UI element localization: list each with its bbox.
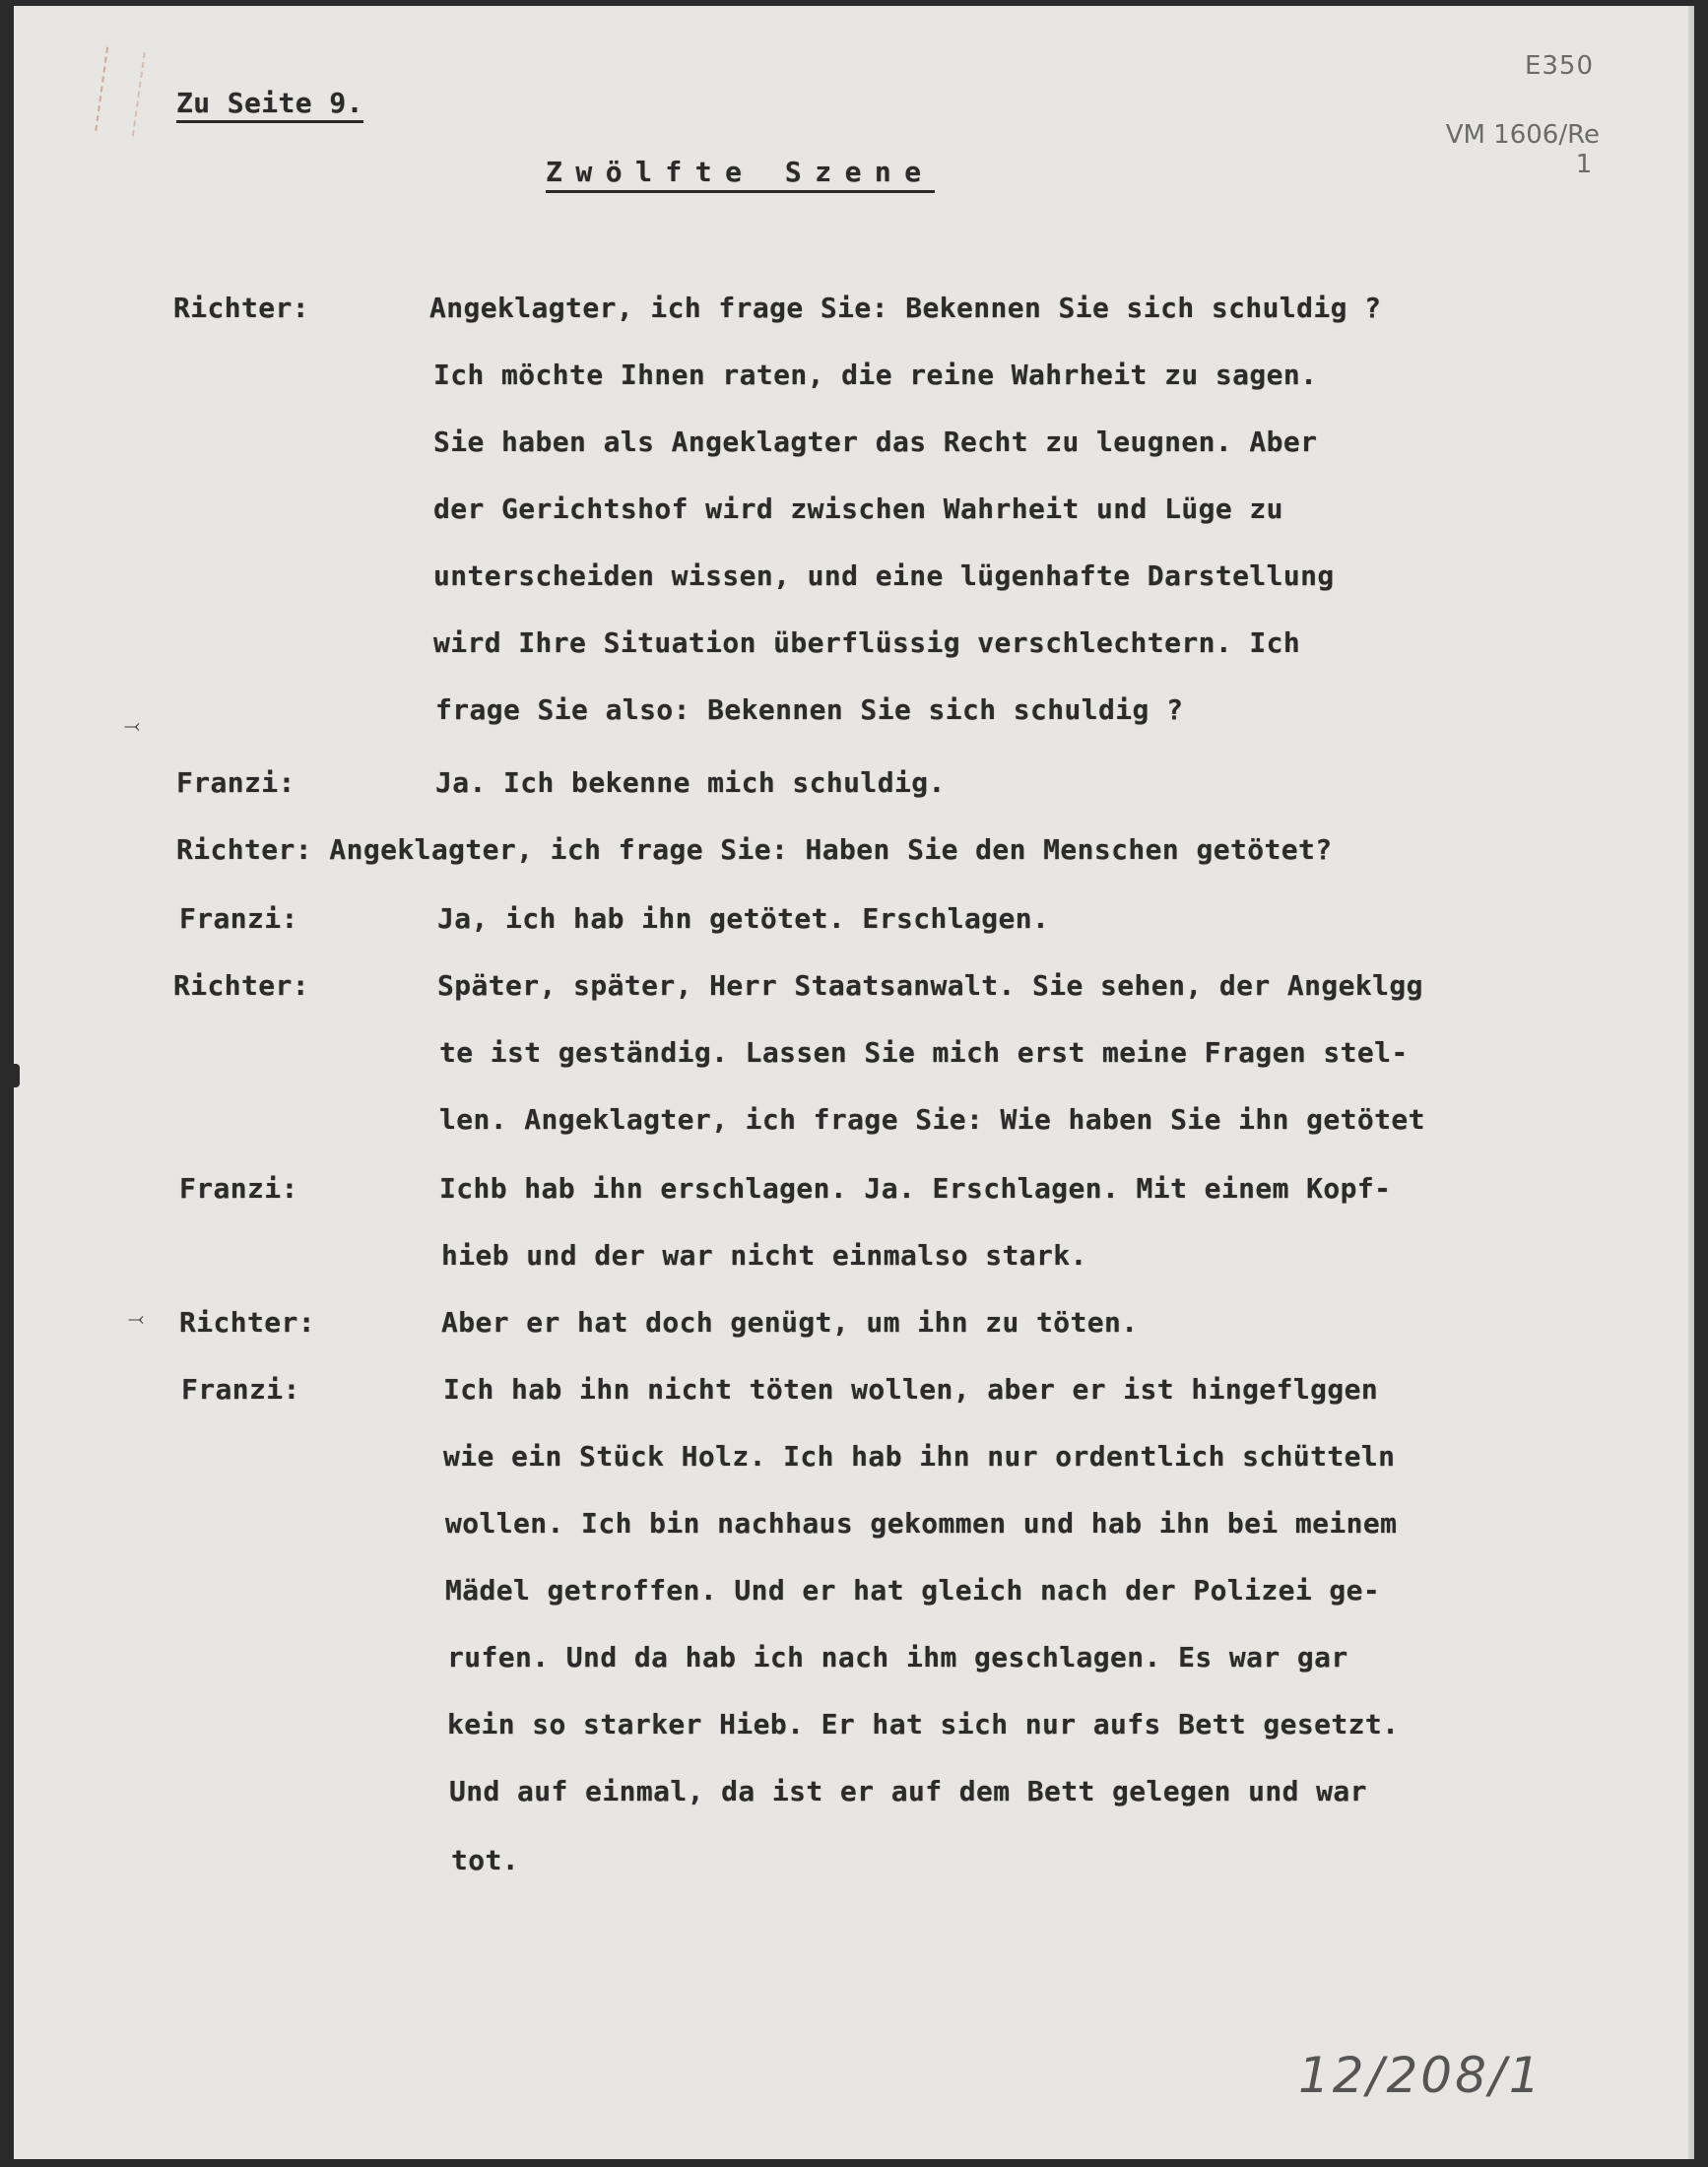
speaker-label: Richter:: [179, 1306, 316, 1339]
page-reference: Zu Seite 9.: [176, 87, 363, 123]
speaker-label: Franzi:: [176, 766, 296, 799]
speech-line: Ichb hab ihn erschlagen. Ja. Erschlagen. Mit einem Kopf-: [439, 1172, 1392, 1205]
speech-line: Mädel getroffen. Und er hat gleich nach der Polizei ge-: [445, 1574, 1381, 1607]
speech-line: unterscheiden wissen, und eine lügenhafte Darstellung: [433, 559, 1335, 592]
speech-line: rufen. Und da hab ich nach ihm geschlagen. Es war gar: [447, 1641, 1348, 1674]
speech-line: wollen. Ich bin nachhaus gekommen und hab ihn bei meinem: [445, 1507, 1398, 1540]
speech-line: Ich möchte Ihnen raten, die reine Wahrheit zu sagen.: [433, 359, 1318, 391]
scene-heading: Zwölfte Szene: [546, 156, 935, 193]
rust-stain: [95, 47, 146, 137]
speech-line: Angeklagter, ich frage Sie: Bekennen Sie sich schuldig ?: [429, 292, 1382, 324]
shelfmark: [1446, 120, 1600, 179]
typescript-page: [14, 6, 1694, 2159]
speech-line: frage Sie also: Bekennen Sie sich schuldig ?: [435, 693, 1184, 726]
margin-mark-arrow: ⤙: [128, 1306, 144, 1330]
speech-line: Ja. Ich bekenne mich schuldig.: [435, 766, 946, 799]
speech-line: wie ein Stück Holz. Ich hab ihn nur ordentlich schütteln: [443, 1440, 1396, 1473]
speech-line: Später, später, Herr Staatsanwalt. Sie sehen, der Angeklgg: [437, 969, 1423, 1002]
archive-number: 12/208/1: [1298, 2047, 1544, 2104]
edge-notch: [14, 1064, 20, 1087]
speech-line: tot.: [451, 1844, 520, 1876]
speech-line: der Gerichtshof wird zwischen Wahrheit und Lüge zu: [433, 492, 1283, 525]
speaker-label: Richter:: [173, 292, 310, 324]
speech-line: Ja, ich hab ihn getötet. Erschlagen.: [437, 902, 1050, 935]
speech-line: len. Angeklagter, ich frage Sie: Wie haben Sie ihn getötet: [439, 1103, 1425, 1136]
speech-line: Ich hab ihn nicht töten wollen, aber er ist hingeflggen: [443, 1373, 1379, 1406]
shelfmark-main: VM 1606/Re: [1445, 120, 1600, 150]
speaker-label: Franzi:: [179, 1172, 298, 1205]
page-edge: [1688, 6, 1694, 2159]
speech-line: Aber er hat doch genügt, um ihn zu töten.: [441, 1306, 1139, 1339]
speech-line: Sie haben als Angeklagter das Recht zu leugnen. Aber: [433, 426, 1318, 458]
speech-line: kein so starker Hieb. Er hat sich nur aufs Bett gesetzt.: [447, 1708, 1400, 1740]
speech-line: hieb und der war nicht einmalso stark.: [441, 1239, 1087, 1272]
margin-mark-arrow: ⤙: [124, 713, 140, 737]
shelfmark-sub: 1: [1575, 150, 1593, 179]
speech-line: wird Ihre Situation überflüssig verschlechtern. Ich: [433, 626, 1301, 659]
speech-line-full: Richter: Angeklagter, ich frage Sie: Haben Sie den Menschen getötet?: [176, 833, 1333, 866]
speaker-label: Franzi:: [179, 902, 298, 935]
speech-line: te ist geständig. Lassen Sie mich erst meine Fragen stel-: [439, 1036, 1409, 1069]
catalog-code: E350: [1524, 51, 1594, 81]
speaker-label: Franzi:: [181, 1373, 300, 1406]
speaker-label: Richter:: [173, 969, 310, 1002]
speech-line: Und auf einmal, da ist er auf dem Bett gelegen und war: [449, 1775, 1367, 1807]
